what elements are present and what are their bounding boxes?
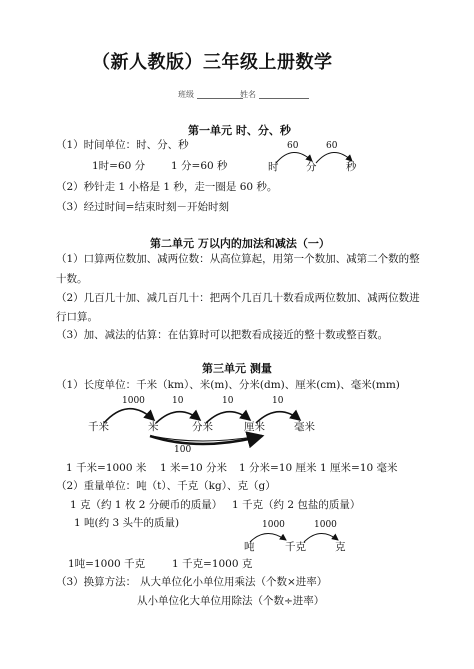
weight-kg-note: 1 千克（约 2 包盐的质量） (232, 499, 361, 511)
unit3-heading: 第三单元 测量 (202, 362, 272, 375)
weight-gram-note: 1 克（约 1 枚 2 分硬币的质量） (70, 499, 223, 511)
weight-rate-2: 1000 (314, 520, 337, 530)
unit1-eq-hour: 1时=60 分 (92, 160, 146, 172)
length-eq-m: 1 米=10 分米 (160, 462, 228, 474)
weight-eq-kg: 1 千克=1000 克 (172, 558, 253, 570)
unit2-p2-line1: （2）几百几十加、减几百几十：把两个几百几十数看成两位数加、减两位数进 (56, 292, 420, 304)
weight-arrow-kg-g (304, 533, 338, 542)
time-rate-2: 60 (326, 141, 338, 151)
conversion-rule-divide: 从小单位化大单位用除法（个数÷进率） (137, 595, 325, 607)
weight-unit-ton: 吨 (244, 541, 255, 553)
length-unit-cm: 厘米 (244, 421, 265, 433)
length-arrow-dm-cm (206, 412, 250, 423)
unit3-p2: （2）重量单位：吨（t）、千克（kg）、克（g） (56, 480, 276, 492)
length-unit-m: 米 (148, 421, 159, 433)
unit1-p3: （3）经过时间=结束时刻－开始时刻 (56, 201, 229, 213)
length-unit-km: 千米 (88, 421, 109, 433)
weight-ton-note: 1 吨(约 3 头牛的质量) (74, 517, 180, 529)
unit3-p1: （1）长度单位：千米（km）、米(m)、分米(dm)、厘米(cm)、毫米(mm) (56, 379, 400, 391)
time-unit-second: 秒 (346, 161, 357, 173)
length-unit-mm: 毫米 (294, 421, 315, 433)
length-arrow-m-cm (150, 436, 262, 444)
length-rate-3: 10 (222, 396, 234, 406)
unit2-heading: 第二单元 万以内的加法和减法（一） (150, 237, 330, 250)
length-eq-km: 1 千米=1000 米 (66, 462, 147, 474)
weight-arrow-ton-kg (250, 533, 286, 542)
unit2-p1-line2: 十数。 (56, 273, 88, 285)
unit3-p3: （3）换算方法： (56, 576, 137, 588)
unit1-p2: （2）秒针走 1 小格是 1 秒，走一圈是 60 秒。 (56, 181, 278, 193)
unit2-p1-line1: （1）口算两位数加、减两位数：从高位算起，用第一个数加、减第二个数的整 (56, 253, 420, 265)
time-arrow-minute-second (316, 152, 352, 163)
name-label: 姓名 (240, 90, 256, 99)
conversion-rule-multiply: 从大单位化小单位用乘法（个数×进率） (140, 576, 328, 588)
length-rate-4: 10 (272, 396, 284, 406)
length-arrow-cm-mm (256, 412, 300, 423)
length-arrow-m-dm (156, 412, 200, 423)
unit1-eq-minute: 1 分=60 秒 (171, 160, 228, 172)
unit1-heading: 第一单元 时、分、秒 (188, 124, 291, 137)
weight-eq-ton: 1吨=1000 千克 (68, 558, 146, 570)
time-unit-hour: 时 (268, 161, 279, 173)
unit2-p3: （3）加、减法的估算：在估算时可以把数看成接近的整十数或整百数。 (56, 329, 389, 341)
length-rate-2: 10 (172, 396, 184, 406)
weight-unit-g: 克 (335, 541, 346, 553)
weight-unit-kg: 千克 (285, 541, 306, 553)
length-unit-dm: 分米 (192, 421, 213, 433)
time-rate-1: 60 (287, 141, 299, 151)
length-rate-1: 1000 (122, 396, 145, 406)
time-unit-minute: 分 (306, 161, 317, 173)
length-rate-bottom: 100 (174, 445, 192, 455)
length-eq-cm: 1 厘米=10 毫米 (320, 462, 398, 474)
length-eq-dm: 1 分米=10 厘米 (239, 462, 317, 474)
page-title: （新人教版）三年级上册数学 (92, 52, 333, 73)
unit2-p2-line2: 行口算。 (56, 311, 98, 323)
unit1-p1: （1）时间单位：时、分、秒 (56, 139, 189, 151)
time-arrow-hour-minute (276, 152, 312, 163)
weight-rate-1: 1000 (262, 520, 285, 530)
class-label: 班级 (178, 90, 194, 99)
length-arrow-km-m (104, 409, 154, 423)
